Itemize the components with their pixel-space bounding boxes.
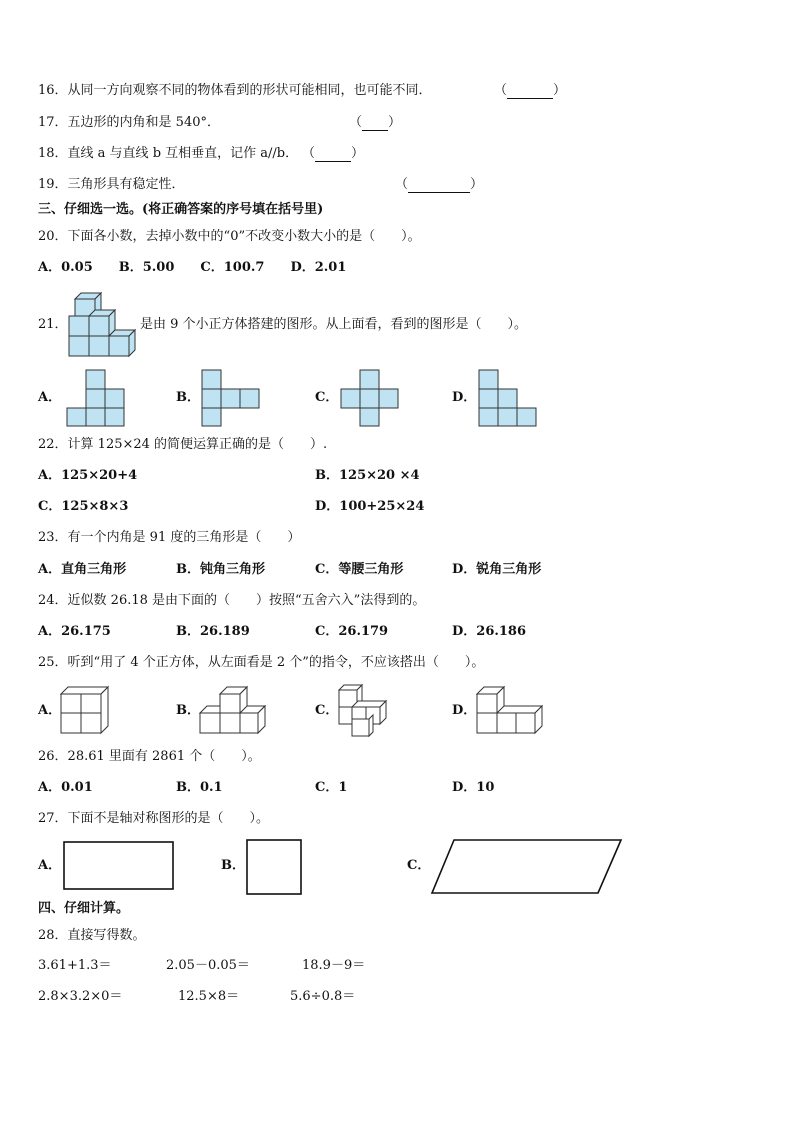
q28-expr-3: 18.9－9＝ xyxy=(302,958,366,973)
q25-option-b-cubes[interactable] xyxy=(199,686,267,734)
q25-option-c-label[interactable]: C． xyxy=(315,703,339,718)
q24-option-b[interactable]: B．26.189 xyxy=(176,624,250,639)
question-24: 24．近似数 26.18 是由下面的（ ）按照“五舍六入”法得到的。 xyxy=(38,593,426,608)
q25-option-d-label[interactable]: D． xyxy=(452,703,477,718)
q25-option-d-cubes[interactable] xyxy=(476,686,544,734)
q25-option-c-cubes[interactable] xyxy=(338,684,390,738)
question-28: 28．直接写得数。 xyxy=(38,928,146,943)
q28-expr-6: 5.6÷0.8＝ xyxy=(290,989,356,1004)
q27-option-a-rectangle[interactable] xyxy=(62,840,176,892)
question-21-number: 21． xyxy=(38,317,68,332)
q26-option-b[interactable]: B．0.1 xyxy=(176,780,223,795)
q28-expr-2: 2.05－0.05＝ xyxy=(166,958,250,973)
q24-option-a[interactable]: A．26.175 xyxy=(38,624,111,639)
question-20-options[interactable]: A．0.05 B．5.00 C．100.7 D．2.01 xyxy=(38,260,347,275)
q27-option-b-square[interactable] xyxy=(245,838,303,896)
q26-option-d[interactable]: D．10 xyxy=(452,780,495,795)
question-20: 20．下面各小数，去掉小数中的“0”不改变小数大小的是（ ）。 xyxy=(38,229,421,244)
q28-expr-4: 2.8×3.2×0＝ xyxy=(38,989,123,1004)
q24-option-d[interactable]: D．26.186 xyxy=(452,624,527,639)
question-25: 25．听到“用了 4 个正方体，从左面看是 2 个”的指令，不应该搭出（ ）。 xyxy=(38,655,485,670)
q21-option-c-grid[interactable] xyxy=(340,369,400,427)
q21-option-d-label[interactable]: D． xyxy=(452,390,477,405)
q27-option-a-label[interactable]: A． xyxy=(38,858,62,873)
q27-option-c-label[interactable]: C． xyxy=(407,858,431,873)
q25-option-a-cubes[interactable] xyxy=(60,686,110,734)
question-16: 16．从同一方向观察不同的物体看到的形状可能相同，也可能不同． xyxy=(38,83,432,98)
q21-option-a-label[interactable]: A． xyxy=(38,390,62,405)
q22-option-d[interactable]: D．100+25×24 xyxy=(315,499,425,514)
q26-option-a[interactable]: A．0.01 xyxy=(38,780,93,795)
q21-stacked-cubes-figure xyxy=(68,292,140,358)
q21-option-b-grid[interactable] xyxy=(201,369,261,427)
question-26: 26．28.61 里面有 2861 个（ ）。 xyxy=(38,749,261,764)
q27-option-c-parallelogram[interactable] xyxy=(430,838,624,896)
q21-option-b-label[interactable]: B． xyxy=(176,390,200,405)
answer-paren-16[interactable]: （ ） xyxy=(494,83,567,98)
question-23: 23．有一个内角是 91 度的三角形是（ ） xyxy=(38,530,301,545)
q21-option-d-grid[interactable] xyxy=(478,369,538,427)
question-22: 22．计算 125×24 的简便运算正确的是（ ）. xyxy=(38,437,328,452)
q22-option-a[interactable]: A．125×20+4 xyxy=(38,468,138,483)
q23-option-a[interactable]: A．直角三角形 xyxy=(38,562,127,577)
q25-option-b-label[interactable]: B． xyxy=(176,703,200,718)
q23-option-c[interactable]: C．等腰三角形 xyxy=(315,562,404,577)
q28-expr-5: 12.5×8＝ xyxy=(178,989,240,1004)
q25-option-a-label[interactable]: A． xyxy=(38,703,62,718)
answer-paren-18[interactable]: （ ） xyxy=(302,146,365,161)
question-17: 17．五边形的内角和是 540°． xyxy=(38,115,220,130)
section-3-heading: 三、仔细选一选。(将正确答案的序号填在括号里) xyxy=(38,202,324,217)
q22-option-b[interactable]: B．125×20 ×4 xyxy=(315,468,420,483)
q21-option-c-label[interactable]: C． xyxy=(315,390,339,405)
question-27: 27．下面不是轴对称图形的是（ ）。 xyxy=(38,811,270,826)
q28-expr-1: 3.61+1.3＝ xyxy=(38,958,112,973)
question-21: 是由 9 个小正方体搭建的图形。从上面看，看到的图形是（ ）。 xyxy=(140,317,528,332)
q26-option-c[interactable]: C．1 xyxy=(315,780,348,795)
q27-option-b-label[interactable]: B． xyxy=(221,858,245,873)
q23-option-d[interactable]: D．锐角三角形 xyxy=(452,562,542,577)
question-18: 18．直线 a 与直线 b 互相垂直，记作 a//b． xyxy=(38,146,299,161)
answer-paren-17[interactable]: （ ） xyxy=(349,115,402,130)
q22-option-c[interactable]: C．125×8×3 xyxy=(38,499,129,514)
q21-option-a-grid[interactable] xyxy=(66,369,126,427)
question-19: 19．三角形具有稳定性． xyxy=(38,177,185,192)
section-4-heading: 四、仔细计算。 xyxy=(38,901,130,916)
answer-paren-19[interactable]: （ ） xyxy=(395,177,484,192)
q24-option-c[interactable]: C．26.179 xyxy=(315,624,389,639)
q23-option-b[interactable]: B．钝角三角形 xyxy=(176,562,265,577)
